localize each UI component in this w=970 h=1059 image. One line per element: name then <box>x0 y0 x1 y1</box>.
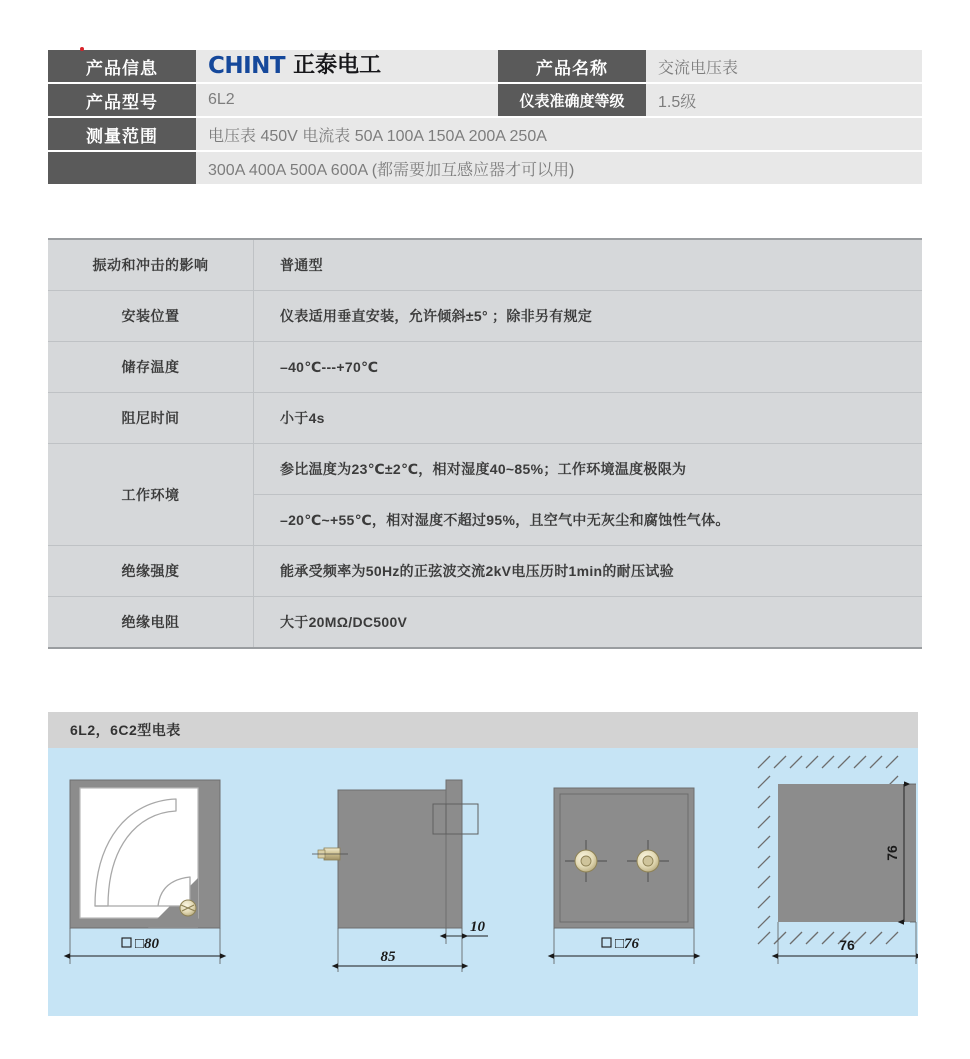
cutout-width-dimension: 76 <box>839 937 855 953</box>
side-view-flange-dimension: 10 <box>470 919 485 935</box>
value-measuring-range-line1: 电压表 450V 电流表 50A 100A 150A 200A 250A <box>196 118 922 150</box>
front-view-group <box>70 780 220 964</box>
side-view-depth-dimension: 85 <box>380 949 396 965</box>
table-row <box>48 342 922 393</box>
table-row <box>48 50 922 82</box>
table-row <box>48 444 922 495</box>
dimension-drawing-panel <box>48 712 918 1016</box>
dimension-drawings-svg <box>48 748 918 1016</box>
spec-key-damping-time: 阻尼时间 <box>48 393 254 444</box>
rear-view-dimension: □76 <box>615 936 640 952</box>
rear-view-group <box>554 788 694 964</box>
specifications-table <box>48 238 922 649</box>
spec-value-working-env-line2: –20℃~+55℃，相对湿度不超过95%，且空气中无灰尘和腐蚀性气体。 <box>254 495 923 546</box>
value-product-name: 交流电压表 <box>646 50 922 82</box>
table-row <box>48 118 922 150</box>
front-view-dimension: □80 <box>135 936 160 952</box>
label-measuring-range: 测量范围 <box>48 118 196 150</box>
spec-key-insulation-resistance: 绝缘电阻 <box>48 597 254 649</box>
label-product-name: 产品名称 <box>498 50 646 82</box>
spec-key-storage-temp: 储存温度 <box>48 342 254 393</box>
table-row <box>48 393 922 444</box>
table-row <box>48 152 922 184</box>
label-accuracy-class: 仪表准确度等级 <box>498 84 646 116</box>
table-row <box>48 291 922 342</box>
spec-value-storage-temp: –40℃---+70℃ <box>254 342 923 393</box>
product-info-table <box>48 48 922 186</box>
side-view-group <box>312 780 488 972</box>
spec-key-dielectric-strength: 绝缘强度 <box>48 546 254 597</box>
logo-chinese-text: 正泰电工 <box>293 53 382 78</box>
table-row <box>48 239 922 291</box>
cutout-height-dimension: 76 <box>884 845 900 861</box>
spec-value-insulation-resistance: 大于20MΩ/DC500V <box>280 614 408 630</box>
value-measuring-range-line2: 300A 400A 500A 600A (都需要加互感应器才可以用) <box>196 152 922 184</box>
cutout-view-group <box>758 756 916 964</box>
spec-key-vibration: 振动和冲击的影响 <box>48 239 254 291</box>
spec-key-mounting: 安装位置 <box>48 291 254 342</box>
label-product-info: 产品信息 <box>48 50 196 82</box>
spec-value-vibration: 普通型 <box>254 239 923 291</box>
table-row <box>48 597 922 649</box>
label-measuring-range-cont <box>48 152 196 184</box>
table-row <box>48 546 922 597</box>
logo-dot-icon <box>80 47 84 51</box>
diagram-title-bar <box>48 712 918 748</box>
logo-latin-text: CHINT <box>208 52 286 79</box>
value-product-model: 6L2 <box>196 84 498 116</box>
table-row <box>48 84 922 116</box>
spec-value-damping-time: 小于4s <box>254 393 923 444</box>
spec-value-mounting: 仪表适用垂直安装，允许倾斜±5° ；除非另有规定 <box>254 291 923 342</box>
spec-value-dielectric-strength: 能承受频率为50Hz的正弦波交流2kV电压历时1min的耐压试验 <box>254 546 923 597</box>
label-product-model: 产品型号 <box>48 84 196 116</box>
spec-key-working-env: 工作环境 <box>48 444 254 546</box>
spec-value-working-env-line1: 参比温度为23℃±2℃，相对湿度40~85%；工作环境温度极限为 <box>254 444 923 495</box>
diagram-title: 6L2，6C2型电表 <box>70 722 181 738</box>
value-accuracy-class: 1.5级 <box>646 84 922 116</box>
brand-logo <box>196 50 498 82</box>
diagram-canvas <box>48 748 918 1016</box>
